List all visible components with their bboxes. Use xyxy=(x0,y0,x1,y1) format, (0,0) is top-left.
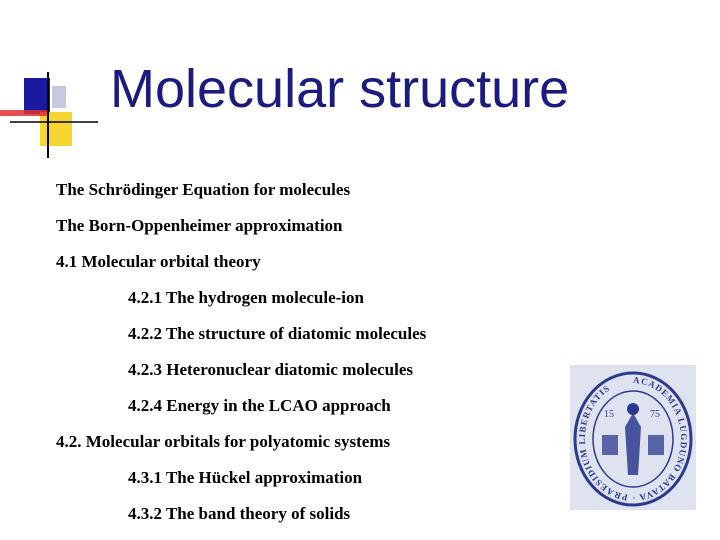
outline-item: The Born-Oppenheimer approximation xyxy=(56,216,343,235)
outline-subitem: 4.2.4 Energy in the LCAO approach xyxy=(128,396,391,415)
outline-item: 4.1 Molecular orbital theory xyxy=(56,252,261,271)
university-seal xyxy=(570,365,696,510)
outline-subitem: 4.2.3 Heteronuclear diatomic molecules xyxy=(128,360,414,379)
seal-ring-text: ACADEMIA LUGDUNO BATAVA · PRAESIDIUM LIBERTATIS xyxy=(576,374,690,504)
seal-figure-head xyxy=(627,403,639,415)
outline-item: 4.2. Molecular orbitals for polyatomic systems xyxy=(56,432,391,451)
outline-subitem: 4.3.2 The band theory of solids xyxy=(128,504,351,523)
seal-year-right: 75 xyxy=(650,409,660,420)
seal-shield-left xyxy=(602,435,618,455)
outline-subitem: 4.2.1 The hydrogen molecule-ion xyxy=(128,288,364,307)
slide-title: Molecular structure xyxy=(110,59,570,119)
seal-year-left: 15 xyxy=(604,409,614,420)
outline-subitem: 4.3.1 The Hückel approximation xyxy=(128,468,363,487)
seal-shield-right xyxy=(648,435,664,455)
outline-subitem: 4.2.2 The structure of diatomic molecules xyxy=(128,324,427,343)
outline-item: The Schrödinger Equation for molecules xyxy=(56,180,351,199)
